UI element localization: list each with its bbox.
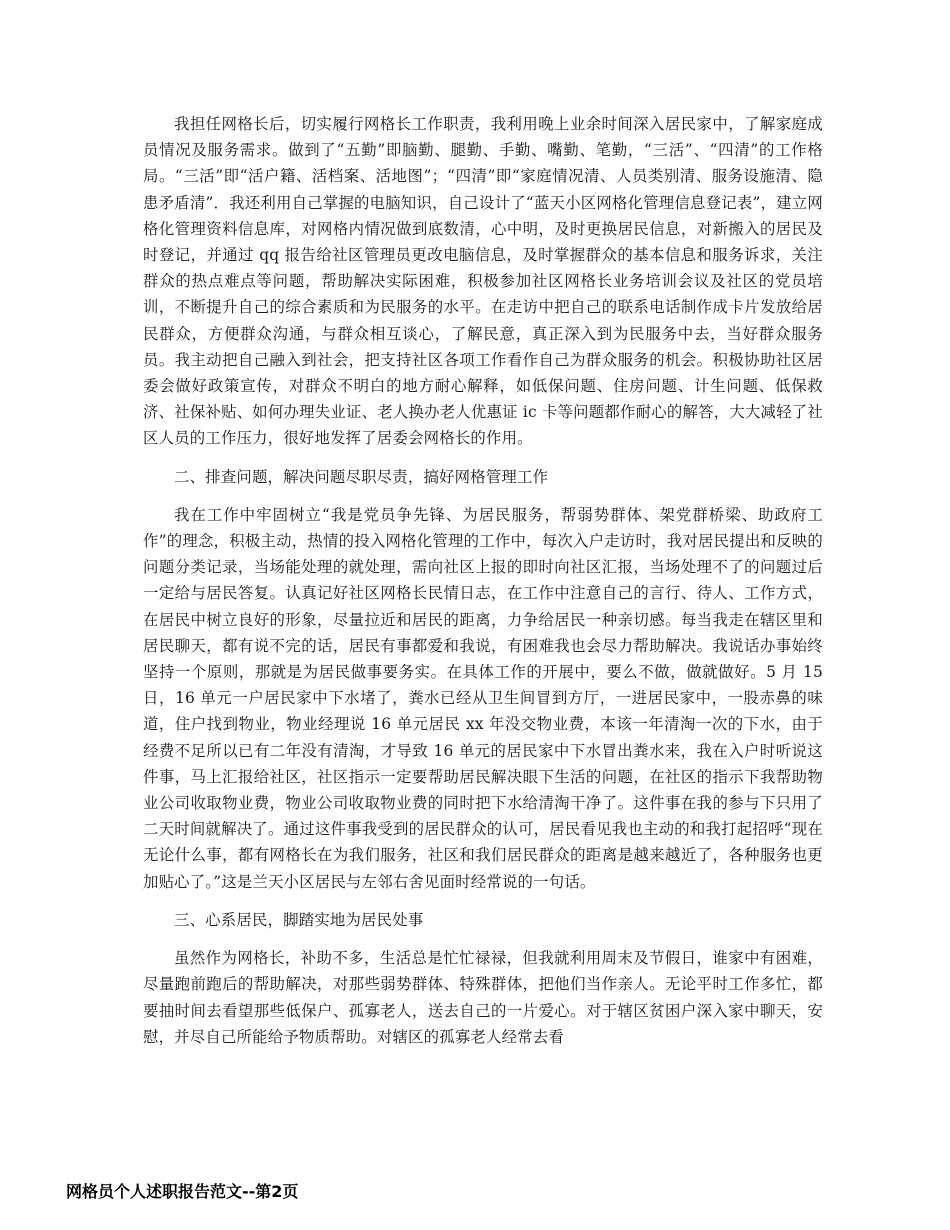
paragraph-3: 虽然作为网格长，补助不多，生活总是忙忙禄禄，但我就利用周末及节假日，谁家中有困难，尽量跑前跑后的帮助解决，对那些弱势群体、特殊群体，把他们当作亲人。无论平时工作多忙，都要抽时间去看望那些低保户、孤寡老人，送去自己的一片爱心。对于辖区贫困户深入家中聊天，安慰，并尽自己所能给予物质帮助。对辖区的孤寡老人经常去看 bbox=[143, 949, 823, 1046]
document-body bbox=[143, 111, 823, 1050]
paragraph-1: 我担任网格长后，切实履行网格长工作职责，我利用晚上业余时间深入居民家中，了解家庭成员情况及服务需求。做到了“五勤”即脑勤、腿勤、手勤、嘴勤、笔勤，“三活”、“四清”的工作格局。“三活”即“活户籍、活档案、活地图”；“四清”即“家庭情况清、人员类别清、服务设施清、隐患矛盾清”．我还利用自己掌握的电脑知识，自己设计了“蓝天小区网格化管理信息登记表”，建立网格化管理资料信息库，对网格内情况做到底数清，心中明，及时更换居民信息，对新搬入的居民及时登记，并通过 qq 报告给社区管理员更改电脑信息，及时掌握群众的基本信息和服务诉求，关注群众的热点难点等问题，帮助解决实际困难，积极参加社区网格长业务培训会议及社区的党员培训，不断提升自己的综合素质和为民服务的水平。在走访中把自己的联系电话制作成卡片发放给居民群众，方便群众沟通，与群众相互谈心，了解民意，真正深入到为民服务中去，当好群众服务员。我主动把自己融入到社会，把支持社区各项工作看作自己为群众服务的机会。积极协助社区居委会做好政策宣传，对群众不明白的地方耐心解释，如低保问题、住房问题、计生问题、低保救济、社保补贴、如何办理失业证、老人换办老人优惠证 ic 卡等问题都作耐心的解答，大大减轻了社区人员的工作压力，很好地发挥了居委会网格长的作用。 bbox=[143, 115, 823, 448]
section-heading-3: 三、心系居民，脚踏实地为居民处事 bbox=[174, 910, 424, 929]
page-footer: 网格员个人述职报告范文--第2页 bbox=[66, 1182, 299, 1201]
paragraph-2: 我在工作中牢固树立“我是党员争先锋、为居民服务，帮弱势群体、架党群桥梁、助政府工作”的理念，积极主动，热情的投入网格化管理的工作中，每次入户走访时，我对居民提出和反映的问题分类记录，当场能处理的就处理，需向社区上报的即时向社区汇报，当场处理不了的问题过后一定给与居民答复。认真记好社区网格长民情日志，在工作中注意自己的言行、待人、工作方式，在居民中树立良好的形象，尽量拉近和居民的距离，力争给居民一种亲切感。每当我走在辖区里和居民聊天，都有说不完的话，居民有事都爱和我说，有困难我也会尽力帮助解决。我说话办事始终坚持一个原则，那就是为居民做事要务实。在具体工作的开展中，要么不做，做就做好。5 月 15 日，16 单元一户居民家中下水堵了，粪水已经从卫生间冒到方厅，一进居民家中，一股赤鼻的味道，住户找到物业，物业经理说 16 单元居民 xx 年没交物业费，本该一年清淘一次的下水，由于经费不足所以已有二年没有清淘，才导致 16 单元的居民家中下水冒出粪水来，我在入户时听说这件事，马上汇报给社区，社区指示一定要帮助居民解决眼下生活的问题，在社区的指示下我帮助物业公司收取物业费，物业公司收取物业费的同时把下水给清淘干净了。这件事在我的参与下只用了二天时间就解决了。通过这件事我受到的居民群众的认可，居民看见我也主动的和我打起招呼“现在无论什么事，都有网格长在为我们服务，社区和我们居民群众的距离是越来越近了，各种服务也更加贴心了。”这是兰天小区居民与左邻右舍见面时经常说的一句话。 bbox=[143, 505, 823, 891]
section-heading-2: 二、排查问题，解决问题尽职尽责，搞好网格管理工作 bbox=[174, 467, 549, 486]
